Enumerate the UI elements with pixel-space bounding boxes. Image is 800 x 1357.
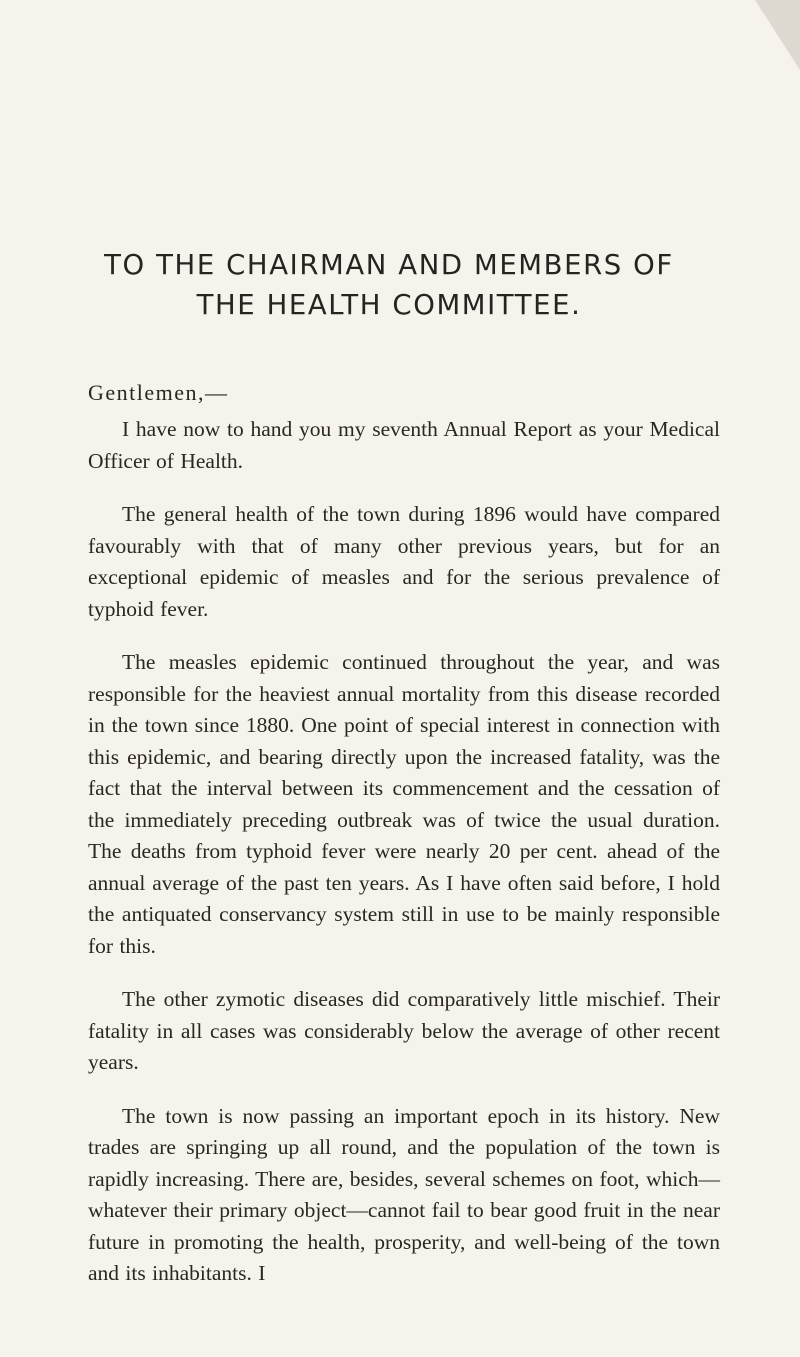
paragraph-5: The town is now passing an important epoch in its history. New trades are springing up all round, and the population of the town is rapidly increasing. There are, besides, several schemes on foot, which—whatever their primary object—cannot fail to bear good fruit in the near future in promoting the health, prosperity, and well-being of the town and its inhabitants. I [88, 1103, 720, 1285]
paragraph-1: I have now to hand you my seventh Annual Report as your Medical Officer of Health. [88, 417, 720, 473]
paragraph-3: The measles epidemic continued throughout the year, and was responsible for the heaviest annual mortality from this disease recorded in the town since 1880. One point of special interest in connection with this epidemic, and bearing directly upon the increased fatality, was the fact that the interval between its commencement and the cessation of the immediately preceding outbreak was of twice the usual duration. The deaths from typhoid fever were nearly 20 per cent. ahead of the annual average of the past ten years. As I have often said before, I hold the antiquated conservancy system still in use to be mainly responsible for this. [88, 650, 720, 958]
page-title [58, 245, 720, 325]
paragraph-4: The other zymotic diseases did comparatively little mischief. Their fatality in all cases was considerably below the average of other recent years. [88, 987, 720, 1074]
title-line-1: TO THE CHAIRMAN AND MEMBERS OF [104, 249, 674, 281]
title-line-2: THE HEALTH COMMITTEE. [196, 289, 582, 321]
salutation: Gentlemen,— [88, 380, 229, 405]
paragraph-2: The general health of the town during 1896 would have compared favourably with that of many other previous years, but for an exceptional epidemic of measles and for the serious prevalence of typhoid fever. [88, 502, 720, 621]
